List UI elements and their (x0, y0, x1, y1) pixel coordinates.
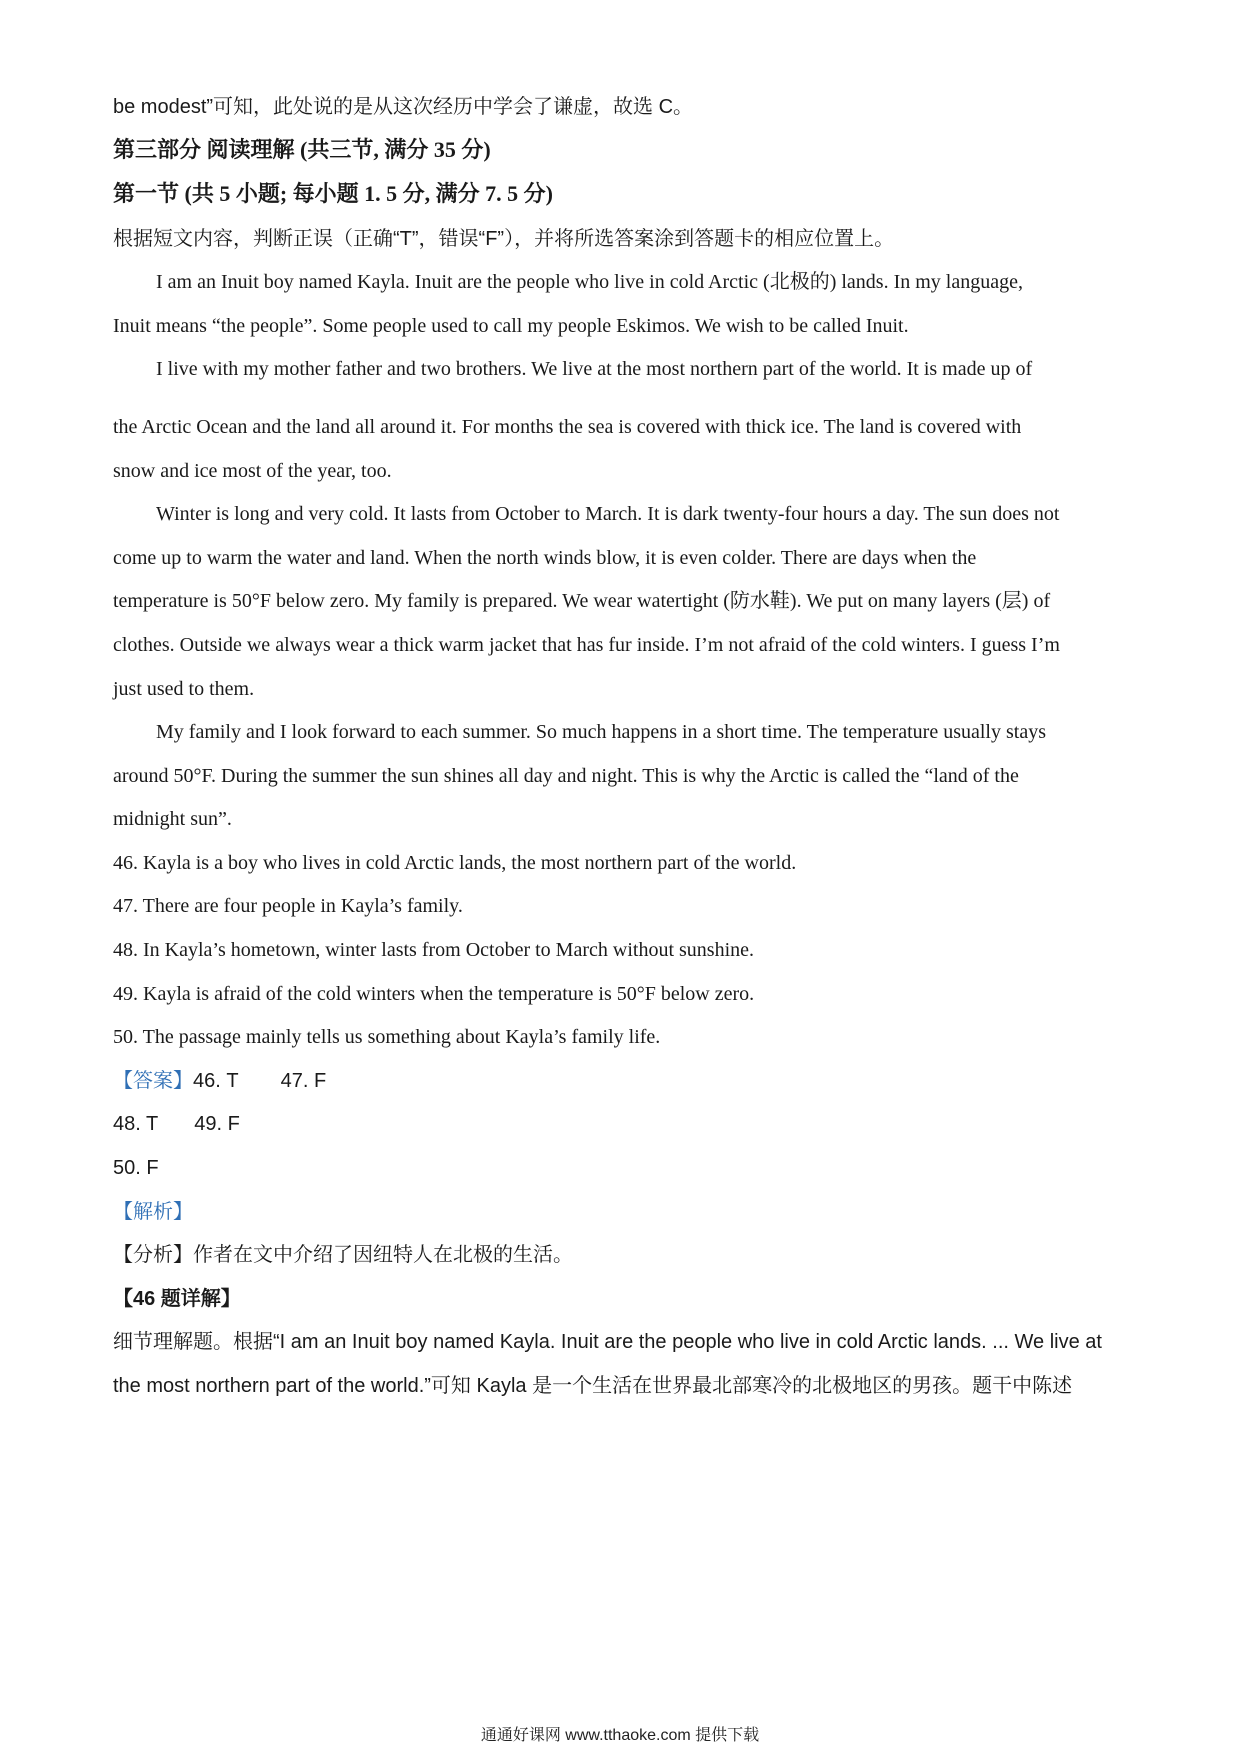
analysis-summary: 【分析】作者在文中介绍了因纽特人在北极的生活。 (113, 1244, 573, 1266)
passage-p3-line2: come up to warm the water and land. When the north winds blow, it is even colder. There are days when the (113, 547, 977, 569)
passage-p1-line2: Inuit means “the people”. Some people used to call my people Eskimos. We wish to be called Inuit. (113, 315, 909, 337)
passage-p3-line4: clothes. Outside we always wear a thick warm jacket that has fur inside. I’m not afraid of the cold winters. I guess I’m (113, 634, 1060, 656)
question-48: 48. In Kayla’s hometown, winter lasts from October to March without sunshine. (113, 939, 754, 961)
passage-p2-line1: I live with my mother father and two brothers. We live at the most northern part of the world. It is made up of (156, 358, 1033, 380)
passage-p3-line3: temperature is 50°F below zero. My family is prepared. We wear watertight (防水鞋). We put on many layers (层) of (113, 590, 1051, 612)
answer-47: 47. F (280, 1070, 327, 1092)
answer-50: 50. F (113, 1157, 159, 1179)
answer-row-2 (113, 1111, 1133, 1137)
part-three-heading: 第三部分 阅读理解 (共三节, 满分 35 分) (113, 137, 491, 162)
passage-p1-line1: I am an Inuit boy named Kayla. Inuit are the people who live in cold Arctic (北极的) lands. In my language, (156, 271, 1023, 293)
detail-46-line1: 细节理解题。根据“I am an Inuit boy named Kayla. Inuit are the people who live in cold Arctic lands. ... We live at (113, 1331, 1102, 1353)
passage-p4-line1: My family and I look forward to each summer. So much happens in a short time. The temperature usually stays (156, 721, 1046, 743)
question-50: 50. The passage mainly tells us something about Kayla’s family life. (113, 1026, 661, 1048)
instructions: 根据短文内容，判断正误（正确“T”，错误“F”），并将所选答案涂到答题卡的相应位置上。 (113, 228, 895, 250)
detail-46-label: 【46 题详解】 (113, 1288, 241, 1310)
previous-explanation-end: be modest”可知，此处说的是从这次经历中学会了谦虚，故选 C。 (113, 96, 694, 118)
passage-p3-line1: Winter is long and very cold. It lasts from October to March. It is dark twenty-four hours a day. The sun does not (156, 503, 1060, 525)
passage-p3-line5: just used to them. (113, 678, 255, 700)
detail-46-line2: the most northern part of the world.”可知 Kayla 是一个生活在世界最北部寒冷的北极地区的男孩。题干中陈述 (113, 1375, 1073, 1397)
question-47: 47. There are four people in Kayla’s family. (113, 895, 463, 917)
footer-watermark: 通通好课网 www.tthaoke.com 提供下载 (480, 1727, 760, 1744)
passage-p4-line3: midnight sun”. (113, 808, 232, 830)
passage-p2-line3: snow and ice most of the year, too. (113, 460, 392, 482)
answer-row-1 (113, 1068, 1133, 1094)
question-49: 49. Kayla is afraid of the cold winters when the temperature is 50°F below zero. (113, 983, 755, 1005)
answer-48: 48. T (113, 1113, 159, 1135)
answer-label: 【答案】 (113, 1070, 193, 1092)
answer-46: 46. T (193, 1070, 239, 1092)
passage-p4-line2: around 50°F. During the summer the sun shines all day and night. This is why the Arctic is called the “land of the (113, 765, 1019, 787)
answer-row-3 (113, 1155, 1133, 1181)
question-46: 46. Kayla is a boy who lives in cold Arctic lands, the most northern part of the world. (113, 852, 797, 874)
section-one-heading: 第一节 (共 5 小题; 每小题 1. 5 分, 满分 7. 5 分) (113, 181, 553, 206)
answer-49: 49. F (194, 1113, 240, 1135)
analysis-label: 【解析】 (113, 1201, 193, 1223)
passage-p2-line2: the Arctic Ocean and the land all around it. For months the sea is covered with thick ice. The land is covered with (113, 416, 1022, 438)
